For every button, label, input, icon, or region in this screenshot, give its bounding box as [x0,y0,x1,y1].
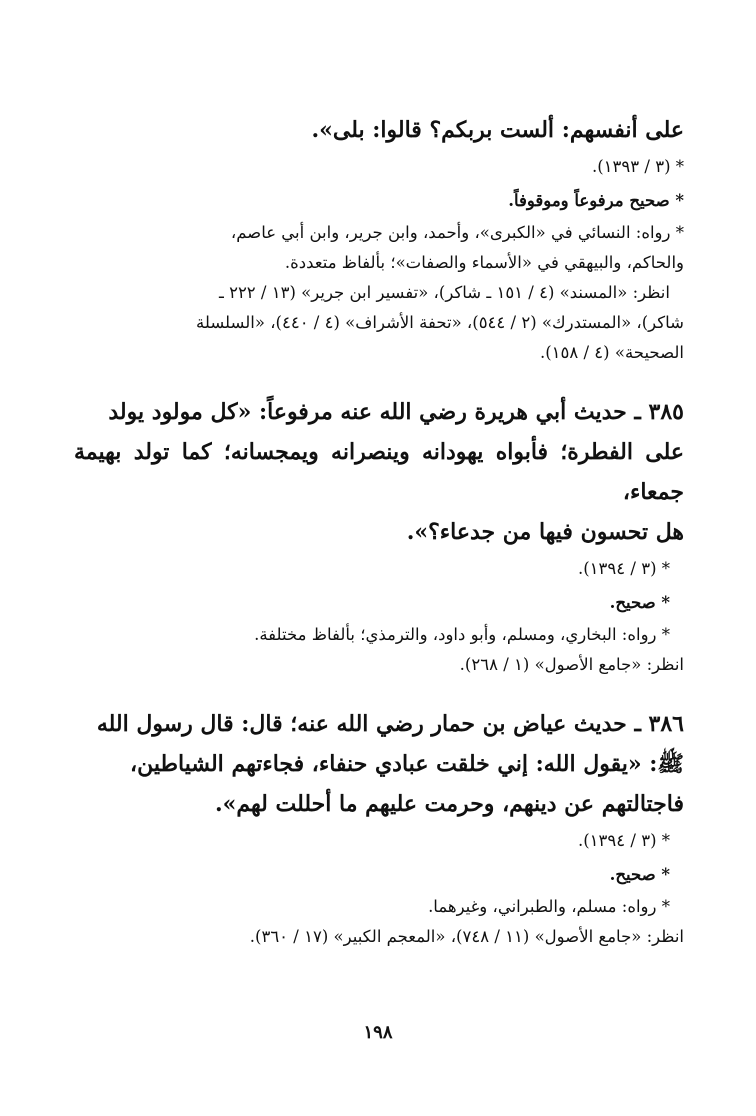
hadith-386-line: فاجتالتهم عن دينهم، وحرمت عليهم ما أحللت لهم». [214,791,684,817]
hadith-385-line: هل تحسون فيها من جدعاء؟». [406,519,684,545]
page-body [74,110,684,952]
hadith-386-line: ٣٨٦ ـ حديث عياض بن حمار رضي الله عنه؛ قال: قال رسول الله [96,711,684,737]
grade: * صحيح. [609,865,670,884]
see-also-line: انظر: «جامع الأصول» (١١ / ٧٤٨)، «المعجم الكبير» (١٧ / ٣٦٠). [249,927,684,946]
narration-line: والحاكم، والبيهقي في «الأسماء والصفات»؛ بألفاظ متعددة. [284,253,684,272]
page-number: ١٩٨ [363,1022,393,1043]
see-also-line: الصحيحة» (٤ / ١٥٨). [539,343,684,362]
see-also-line: شاكر)، «المستدرك» (٢ / ٥٤٤)، «تحفة الأشراف» (٤ / ٤٤٠)، «السلسلة [196,313,684,332]
reference: * (٣ / ١٣٩٣). [591,157,684,176]
hadith-continuation: على أنفسهم: ألست بربكم؟ قالوا: بلى». [311,117,684,143]
see-also-line: انظر: «المسند» (٤ / ١٥١ ـ شاكر)، «تفسير ابن جرير» (١٣ / ٢٢٢ ـ [218,283,670,302]
narration-line: * رواه: مسلم، والطبراني، وغيرهما. [428,897,670,916]
see-also-line: انظر: «جامع الأصول» (١ / ٢٦٨). [459,655,684,674]
narration-line: * رواه: النسائي في «الكبرى»، وأحمد، وابن جرير، وابن أبي عاصم، [230,223,684,242]
reference: * (٣ / ١٣٩٤). [577,831,670,850]
hadith-385-line: ٣٨٥ ـ حديث أبي هريرة رضي الله عنه مرفوعاً: «كل مولود يولد [108,399,684,425]
grade: * صحيح مرفوعاً وموقوفاً. [508,191,684,210]
narration-line: * رواه: البخاري، ومسلم، وأبو داود، والترمذي؛ بألفاظ مختلفة. [254,625,670,644]
hadith-386-line: ﷺ: «يقول الله: إني خلقت عبادي حنفاء، فجاءتهم الشياطين، [130,751,684,777]
reference: * (٣ / ١٣٩٤). [577,559,670,578]
grade: * صحيح. [609,593,670,612]
hadith-385-line: على الفطرة؛ فأبواه يهودانه وينصرانه ويمجسانه؛ كما تولد بهيمة جمعاء، [74,439,684,505]
